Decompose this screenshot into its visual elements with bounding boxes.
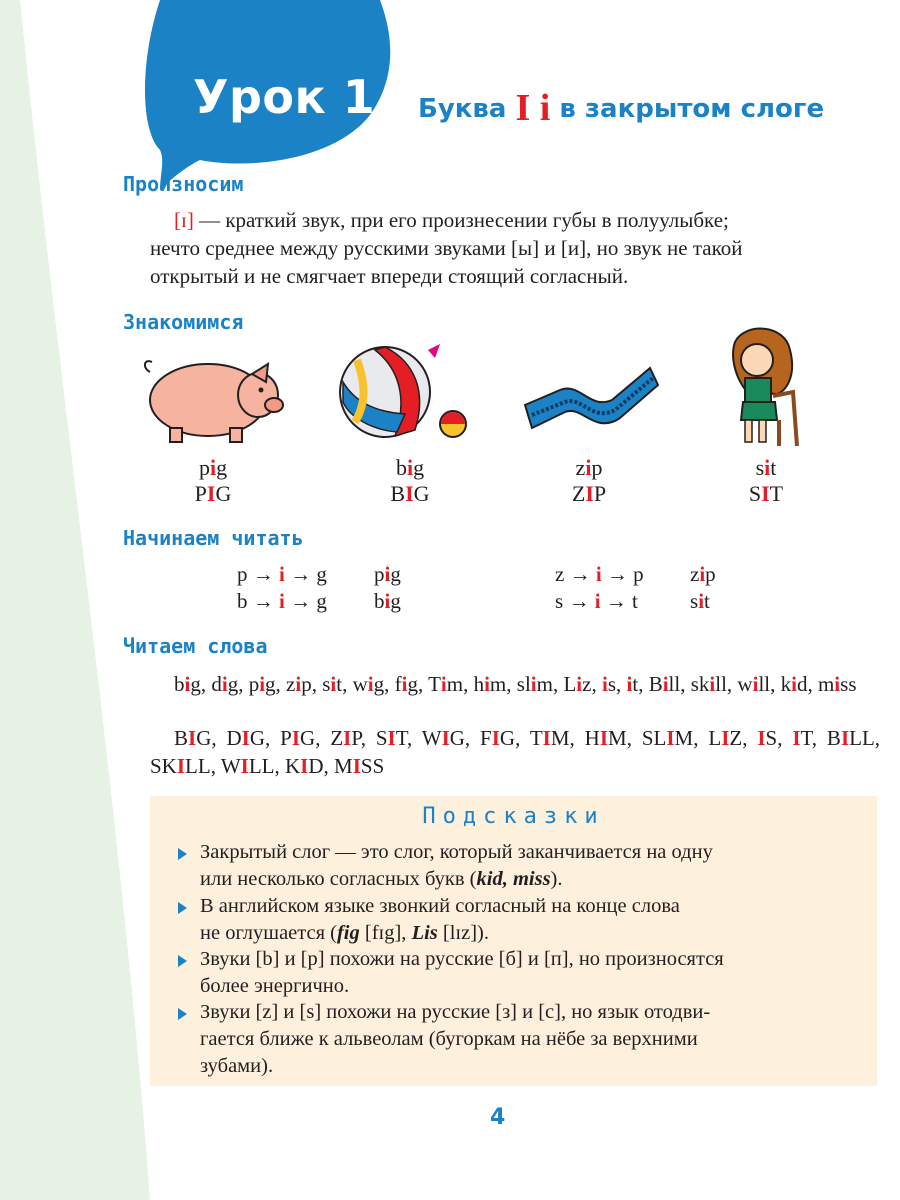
lesson-topic <box>418 86 824 130</box>
phonetic-symbol: [ɪ] <box>174 208 194 232</box>
reading-word: KID <box>285 754 324 778</box>
reading-word: Tim <box>428 672 464 696</box>
topic-suffix: в закрытом слоге <box>559 94 825 124</box>
reading-word: IS <box>757 726 778 750</box>
reading-word: FIG <box>480 726 516 750</box>
reading-word: WILL <box>220 754 275 778</box>
pig-illustration <box>140 350 285 450</box>
tip-z-s-sounds: Звуки [z] и [s] похожи на русские [з] и [с], но язык отодви- гается ближе к альвеолам (бугоркам на нёбе за верхними зубами). <box>200 1001 711 1077</box>
reading-word: BILL <box>826 726 875 750</box>
reading-word: TIM <box>529 726 570 750</box>
reading-word: SIT <box>375 726 407 750</box>
tips-box <box>150 796 877 1086</box>
bullet-icon <box>178 848 187 860</box>
topic-prefix: Буква <box>418 94 507 124</box>
reading-word: fig <box>394 672 418 696</box>
pronounce-text <box>150 206 880 290</box>
word-zip: zip ZIP <box>571 455 607 506</box>
word-list-lower: big, dig, pig, zip, sit, wig, fig, Tim, him, slim, Liz, is, it, Bill, skill, will, kid, miss <box>174 672 857 696</box>
word-pig: pig PIG <box>194 455 232 506</box>
reading-word: DIG <box>226 726 266 750</box>
reading-word: LIZ <box>708 726 743 750</box>
reading-word: ZIP <box>330 726 361 750</box>
reading-word: skill <box>690 672 727 696</box>
tips-heading: Подсказки <box>422 804 605 829</box>
reading-word: pig <box>248 672 276 696</box>
reading-word: IT <box>792 726 812 750</box>
pronounce-line-2: нечто среднее между русскими звуками [ы] и [и], но звук не такой <box>150 236 743 260</box>
reading-word: it <box>626 672 639 696</box>
reading-word: SKILL <box>150 754 211 778</box>
bullet-icon <box>178 902 187 914</box>
word-sit: sit SIT <box>748 455 784 506</box>
reading-chain-sit: s → i → t sit <box>555 589 710 613</box>
reading-word: kid <box>780 672 808 696</box>
reading-word: zip <box>286 672 312 696</box>
reading-word: miss <box>817 672 857 696</box>
reading-word: WIG <box>421 726 465 750</box>
heading-start-reading: Начинаем читать <box>123 526 304 550</box>
zip-illustration <box>520 350 660 445</box>
tip-b-p-sounds: Звуки [b] и [p] похожи на русские [б] и [п], но произносятся более энергично. <box>200 948 724 997</box>
bullet-icon <box>178 1008 187 1020</box>
reading-chain-big: b → i → g big <box>237 589 401 613</box>
reading-word: slim <box>516 672 553 696</box>
bullet-icon <box>178 955 187 967</box>
reading-chain-pig: p → i → g pig <box>237 562 401 586</box>
word-list-upper: BIG, DIG, PIG, ZIP, SIT, WIG, FIG, TIM, HIM, SLIM, LIZ, IS, IT, BILL, SKILL, WILL, KID, MISS <box>150 726 881 778</box>
reading-word: sit <box>322 672 343 696</box>
reading-word: will <box>737 672 771 696</box>
reading-word: SLIM <box>641 726 694 750</box>
reading-word: PIG <box>280 726 316 750</box>
pronounce-line-3: открытый и не смягчает впереди стоящий согласный. <box>150 264 629 288</box>
tip-closed-syllable: Закрытый слог — это слог, который заканчивается на одну или несколько согласных букв (kid, miss). <box>200 841 713 890</box>
heading-pronounce: Произносим <box>123 172 244 196</box>
reading-word: big <box>174 672 201 696</box>
pronounce-line-1: — краткий звук, при его произнесении губы в полуулыбке; <box>199 208 729 232</box>
lesson-title: Урок 1 <box>193 70 376 124</box>
reading-chain-zip: z → i → p zip <box>555 562 716 586</box>
reading-word: BIG <box>174 726 212 750</box>
big-ball-illustration <box>335 342 475 447</box>
heading-read-words: Читаем слова <box>123 634 268 658</box>
reading-word: dig <box>211 672 239 696</box>
topic-letters: I i <box>515 87 551 129</box>
reading-word: is <box>601 672 616 696</box>
word-big: big BIG <box>390 455 430 506</box>
reading-word: MISS <box>334 754 385 778</box>
heading-meet: Знакомимся <box>123 310 244 334</box>
reading-word: Liz <box>563 672 592 696</box>
tip-voiced-consonant: В английском языке звонкий согласный на конце слова не оглушается (fig [fɪg], Lis [lɪz]). <box>200 895 680 944</box>
page-number: 4 <box>490 1105 506 1130</box>
reading-word: Bill <box>648 672 681 696</box>
reading-word: HIM <box>584 726 627 750</box>
girl-sitting-illustration <box>715 322 805 455</box>
reading-word: him <box>473 672 507 696</box>
reading-word: wig <box>352 672 385 696</box>
